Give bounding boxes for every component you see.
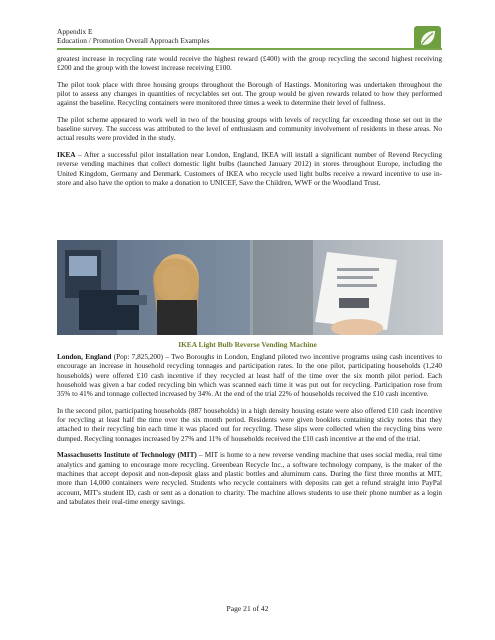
london-text: (Pop: 7,825,200) – Two Boroughs in London, England piloted two incentive programs using cash incentives to encourage an increase in household recycling tonnages and participation rates. In the one pilot, participating households (1,240 households) were offered £10 cash incentive if they recycled at least half of the time over the six month pilot period. Each household was given a bar coded recycling bin which was scanned each time it was put out for recycling. Participation rose from 35% to 41% and tonnage collected increased by 34%. At the end of the trial 22% of households received the £10 cash incentive. [57, 353, 442, 399]
ikea-paragraph [57, 151, 442, 188]
leaf-icon [414, 26, 441, 50]
ikea-lead: IKEA [57, 150, 76, 159]
section-title: Education / Promotion Overall Approach Examples [57, 36, 210, 46]
second-pilot-paragraph: In the second pilot, participating households (887 households) in a high density housing estate were also offered £10 cash incentive for recycling at least half the time over the six month period. Residents were given booklets containing sticky notes that they attached to their recycling bin each time it was placed out for recycling. These slips were collected when the recycling bins were dumped. Recycling tonnages increased by 27% and 11% of households received the £10 cash incentive at the end of the trial. [57, 406, 442, 443]
london-lead: London, England [57, 353, 112, 361]
mit-text: – MIT is home to a new reverse vending machine that uses social media, real time analytics and gaming to encourage more recycling. Greenbean Recycle Inc., a software technology company, is the maker of the machines that accept deposit and non-deposit glass and plastic bottles and aluminum cans. During the first three months at MIT, more than 14,000 containers were recycled. Students who recycle containers with deposits can get a refund straight into PayPal account, MIT's student ID, cash or sent as a donation to charity. The machine allows students to use their phone number as a login and tabulates their real-time energy savings. [57, 451, 442, 506]
body-bottom [57, 353, 442, 515]
london-paragraph [57, 353, 442, 399]
paragraph: greatest increase in recycling rate would receive the highest reward (£400) with the group recycling the second highest receiving £200 and the group with the lowest increase receiving £100. [57, 55, 442, 73]
mit-lead: Massachusetts Institute of Technology (MIT) [57, 451, 197, 460]
ikea-text: – After a successful pilot installation near London, England, IKEA will install a significant number of Revend Recycling reverse vending machines that collect domestic light bulbs (launched January 2012) in stores throughout Europe, including the United Kingdom, Germany and Denmark. Customers of IKEA who recycle used light bulbs receive a reward incentive to use in-store and also have the option to make a donation to UNICEF, Save the Children, WWF or the Woodland Trust. [57, 150, 442, 187]
paragraph: The pilot took place with three housing groups throughout the Borough of Hastings. Monitoring was undertaken throughout the pilot to assess any changes in quantities of recyclables set out. The group would be given rewards related to how they performed against the baseline. Recycling containers were monitored three times a week to determine their level of fullness. [57, 80, 442, 108]
appendix-label: Appendix E [57, 27, 93, 36]
body-top [57, 55, 442, 195]
header-rule [57, 48, 442, 50]
page-header [57, 27, 441, 45]
paragraph: The pilot scheme appeared to work well in two of the housing groups with levels of recycling far exceeding those set out in the baseline survey. The success was attributed to the level of enthusiasm and community involvement of residents in these areas. No actual results were provided in the study. [57, 115, 442, 143]
photo-caption: IKEA Light Bulb Reverse Vending Machine [178, 340, 317, 349]
page-number: Page 21 of 42 [226, 604, 269, 613]
vending-machine-photo [57, 240, 443, 335]
mit-paragraph [57, 451, 442, 507]
